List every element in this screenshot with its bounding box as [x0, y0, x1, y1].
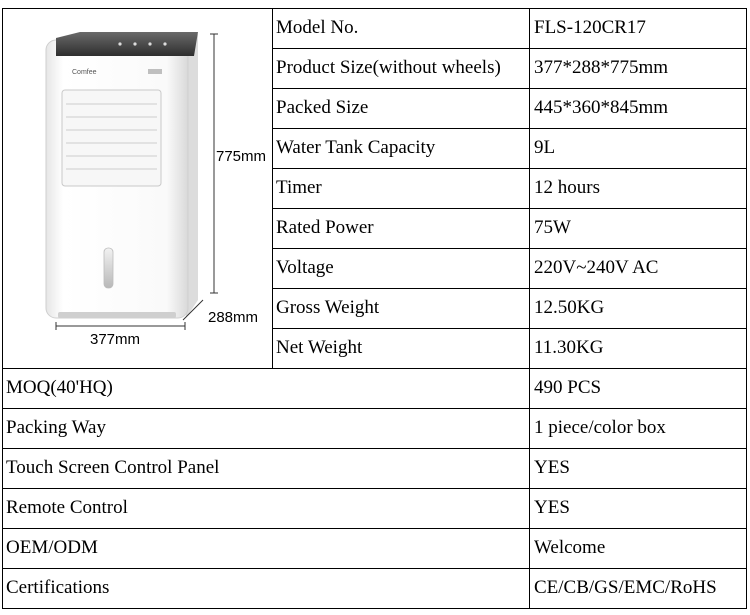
table-border-top: [2, 8, 747, 9]
spec-value-gross-weight: 12.50KG: [534, 297, 605, 318]
row-divider: [2, 528, 747, 529]
spec-label-rated-power: Rated Power: [276, 217, 374, 238]
spec-label-packed-size: Packed Size: [276, 97, 369, 118]
depth-dimension-label: 288mm: [208, 309, 259, 326]
row-value-certifications: CE/CB/GS/EMC/RoHS: [534, 577, 717, 598]
row-divider: [272, 48, 747, 49]
spec-value-product-size: 377*288*775mm: [534, 57, 669, 78]
row-label-touch-screen: Touch Screen Control Panel: [6, 457, 220, 478]
row-divider: [272, 328, 747, 329]
row-value-moq: 490 PCS: [534, 377, 602, 398]
row-value-remote-control: YES: [534, 497, 570, 518]
spec-label-gross-weight: Gross Weight: [276, 297, 380, 318]
brand-logo: Comfee: [72, 69, 97, 76]
spec-label-product-size: Product Size(without wheels): [276, 57, 501, 78]
row-divider: [272, 168, 747, 169]
spec-label-net-weight: Net Weight: [276, 337, 363, 358]
height-dimension-label: 775mm: [216, 148, 267, 165]
width-dimension-line: [56, 322, 185, 330]
table-border-bottom: [2, 608, 747, 609]
spec-value-rated-power: 75W: [534, 217, 571, 238]
spec-label-water-tank: Water Tank Capacity: [276, 137, 436, 158]
row-divider: [2, 408, 747, 409]
value-column-divider: [529, 8, 530, 609]
row-divider: [272, 128, 747, 129]
row-value-oem-odm: Welcome: [534, 537, 606, 558]
row-divider: [272, 288, 747, 289]
width-dimension-label: 377mm: [90, 331, 141, 348]
row-divider: [2, 488, 747, 489]
spec-value-model-no: FLS-120CR17: [534, 17, 646, 38]
row-divider: [2, 568, 747, 569]
row-divider: [2, 448, 747, 449]
image-column-divider: [272, 8, 273, 368]
spec-value-packed-size: 445*360*845mm: [534, 97, 669, 118]
table-border-left: [2, 8, 3, 609]
spec-value-net-weight: 11.30KG: [534, 337, 604, 358]
spec-value-water-tank: 9L: [534, 137, 556, 158]
spec-value-timer: 12 hours: [534, 177, 600, 198]
row-label-packing-way: Packing Way: [6, 417, 106, 438]
table-border-right: [746, 8, 747, 609]
cooler-base: [58, 312, 176, 318]
row-value-touch-screen: YES: [534, 457, 570, 478]
water-level-window: [104, 248, 113, 288]
spec-label-voltage: Voltage: [276, 257, 334, 278]
spec-value-voltage: 220V~240V AC: [534, 257, 659, 278]
top-control-panel: [56, 32, 198, 56]
row-divider: [2, 368, 747, 369]
row-divider: [272, 88, 747, 89]
display-window: [148, 69, 162, 74]
spec-label-timer: Timer: [276, 177, 322, 198]
spec-label-model-no: Model No.: [276, 17, 359, 38]
row-divider: [272, 208, 747, 209]
row-value-packing-way: 1 piece/color box: [534, 417, 666, 438]
row-label-certifications: Certifications: [6, 577, 110, 598]
row-label-remote-control: Remote Control: [6, 497, 128, 518]
row-label-moq: MOQ(40'HQ): [6, 377, 113, 398]
row-label-oem-odm: OEM/ODM: [6, 537, 98, 558]
row-divider: [272, 248, 747, 249]
